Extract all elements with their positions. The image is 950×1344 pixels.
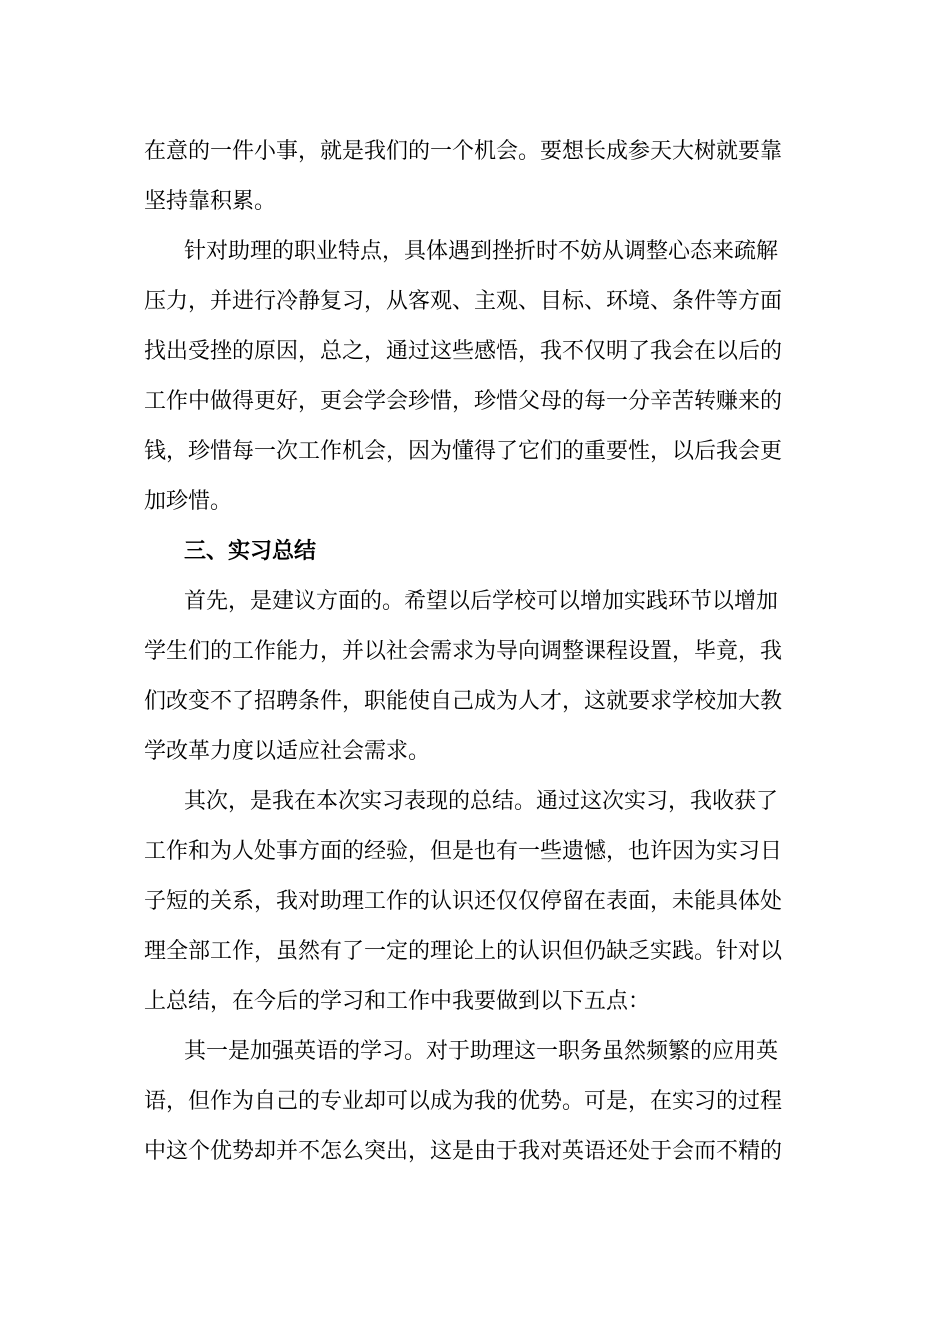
text-line: 工作和为人处事方面的经验，但是也有一些遗憾，也许因为实习日 [144, 839, 783, 864]
text-line: 工作中做得更好，更会学会珍惜，珍惜父母的每一分辛苦转赚来的 [144, 389, 783, 414]
text-line: 理全部工作，虽然有了一定的理论上的认识但仍缺乏实践。针对以 [144, 939, 783, 964]
text-line: 语，但作为自己的专业却可以成为我的优势。可是，在实习的过程 [144, 1089, 783, 1114]
section-heading: 三、实习总结 [184, 539, 317, 564]
text-line: 上总结，在今后的学习和工作中我要做到以下五点： [144, 989, 651, 1014]
text-line: 们改变不了招聘条件，职能使自己成为人才，这就要求学校加大教 [144, 689, 783, 714]
text-line: 首先，是建议方面的。希望以后学校可以增加实践环节以增加 [184, 589, 779, 614]
text-line: 其次，是我在本次实习表现的总结。通过这次实习，我收获了 [184, 789, 779, 814]
text-line: 子短的关系，我对助理工作的认识还仅仅停留在表面，未能具体处 [144, 889, 783, 914]
text-line: 学生们的工作能力，并以社会需求为导向调整课程设置，毕竟，我 [144, 639, 783, 664]
text-line: 压力，并进行冷静复习，从客观、主观、目标、环境、条件等方面 [144, 289, 783, 314]
text-line: 加珍惜。 [144, 489, 233, 514]
text-line: 学改革力度以适应社会需求。 [144, 739, 431, 764]
text-line: 坚持靠积累。 [144, 189, 277, 214]
text-line: 钱，珍惜每一次工作机会，因为懂得了它们的重要性，以后我会更 [144, 439, 783, 464]
document-body [144, 127, 799, 1177]
text-line: 中这个优势却并不怎么突出，这是由于我对英语还处于会而不精的 [144, 1139, 783, 1164]
text-line: 针对助理的职业特点，具体遇到挫折时不妨从调整心态来疏解 [184, 239, 779, 264]
text-line: 在意的一件小事，就是我们的一个机会。要想长成参天大树就要靠 [144, 139, 783, 164]
text-line: 找出受挫的原因，总之，通过这些感悟，我不仅明了我会在以后的 [144, 339, 783, 364]
text-line: 其一是加强英语的学习。对于助理这一职务虽然频繁的应用英 [184, 1039, 779, 1064]
